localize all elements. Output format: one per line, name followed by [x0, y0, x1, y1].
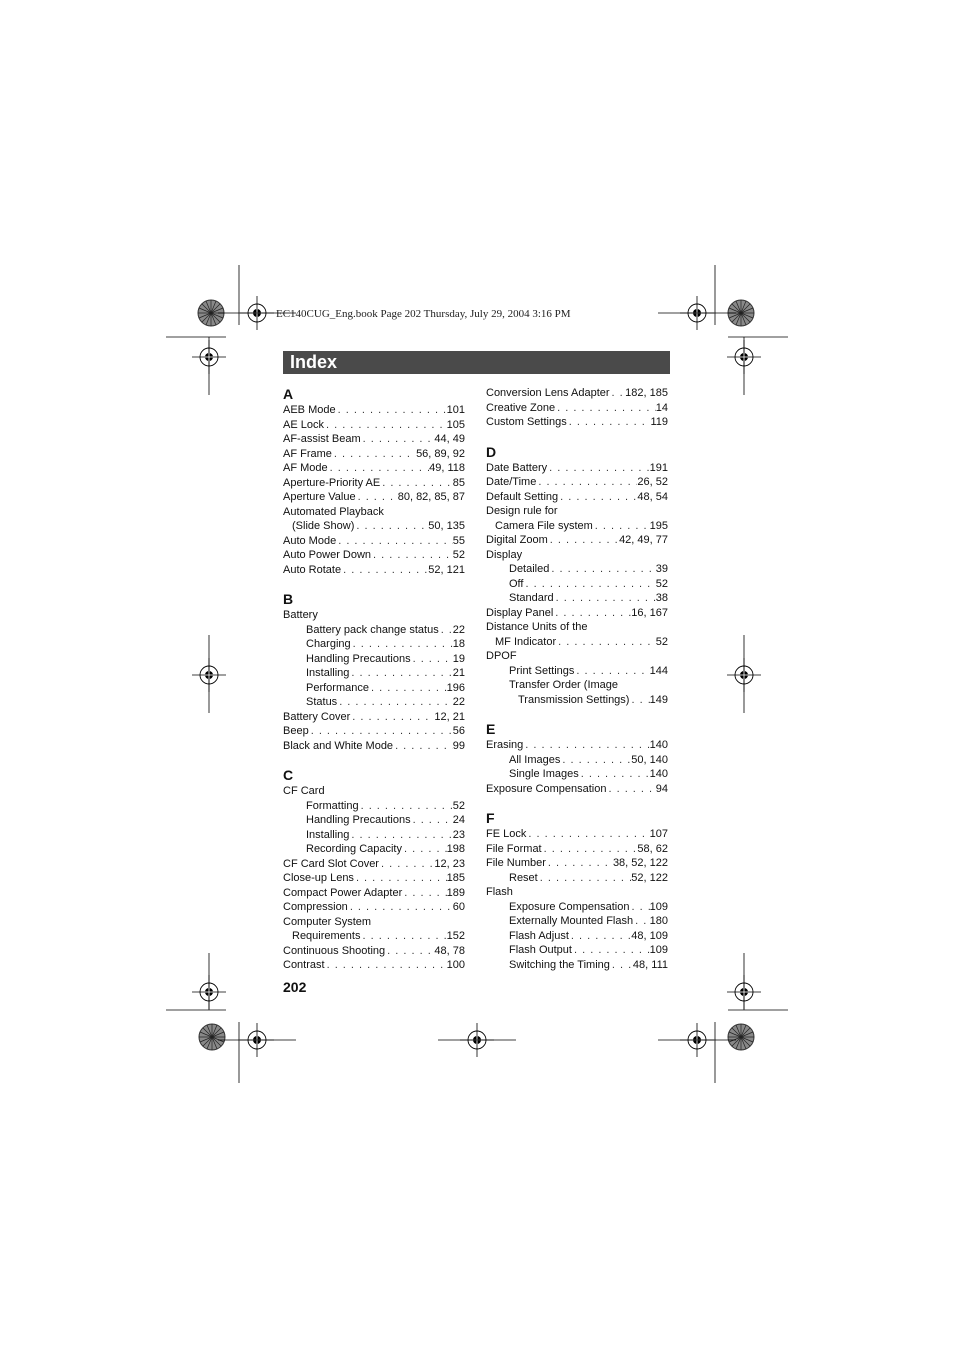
- index-page-refs: 55: [452, 534, 465, 547]
- index-page-refs: 38: [655, 592, 668, 604]
- index-entry: [486, 678, 668, 693]
- dot-leader: [547, 461, 650, 476]
- index-term: Print Settings: [509, 664, 575, 677]
- index-entry: [283, 724, 465, 739]
- index-term: Compression: [283, 901, 348, 913]
- dot-leader: [328, 461, 429, 476]
- index-entry: [283, 944, 465, 959]
- index-entry: [486, 386, 668, 401]
- dot-leader: [309, 724, 453, 739]
- index-page-refs: 105: [446, 418, 465, 431]
- index-term: Custom Settings: [486, 416, 567, 428]
- index-page-refs: 26, 52: [637, 476, 668, 488]
- index-term: Status: [306, 696, 338, 708]
- index-term: Flash Output: [509, 944, 572, 956]
- dot-leader: [393, 739, 453, 754]
- index-page-refs: 109: [649, 900, 668, 913]
- index-entry: [283, 505, 465, 520]
- dot-leader: [572, 943, 650, 958]
- index-entry: [283, 710, 465, 725]
- dot-leader: [354, 871, 447, 886]
- index-page-refs: 109: [649, 944, 668, 956]
- index-entry: [283, 799, 465, 814]
- dot-leader: [574, 664, 649, 679]
- index-entry: [283, 608, 465, 623]
- index-term: Transfer Order (Image: [509, 679, 619, 691]
- index-entry: [283, 871, 465, 886]
- print-header-line: EC140CUG_Eng.book Page 202 Thursday, July 29, 2004 3:16 PM: [276, 308, 571, 320]
- index-entry: [283, 784, 465, 799]
- index-entry: [486, 738, 668, 753]
- index-page-refs: 48, 111: [632, 958, 668, 971]
- index-entry: [486, 871, 668, 886]
- dot-leader: [361, 432, 435, 447]
- index-section-letter: A: [283, 386, 294, 402]
- page-title: Index: [290, 352, 338, 372]
- index-term: Flash Adjust: [509, 929, 569, 942]
- index-entry: [486, 943, 668, 958]
- index-page-refs: 48, 109: [631, 929, 668, 942]
- index-term: Distance Units of the: [486, 621, 588, 633]
- dot-leader: [542, 842, 638, 857]
- dot-leader: [402, 842, 447, 857]
- dot-leader: [369, 681, 447, 696]
- section-gap: [283, 577, 465, 591]
- index-entry: [283, 476, 465, 491]
- dot-leader: [350, 710, 434, 725]
- index-term: Performance: [306, 681, 369, 694]
- index-term: Beep: [283, 725, 309, 737]
- index-entry: [486, 475, 668, 490]
- index-term: Conversion Lens Adapter: [486, 387, 610, 399]
- index-term: Auto Power Down: [283, 549, 372, 561]
- index-entry: [486, 914, 668, 929]
- index-entry: [283, 563, 465, 578]
- dot-leader: [402, 886, 446, 901]
- index-term: Black and White Mode: [283, 739, 394, 752]
- index-page-refs: 12, 21: [434, 710, 465, 723]
- index-page-refs: 58, 62: [637, 842, 668, 855]
- dot-leader: [633, 914, 650, 929]
- index-page-refs: 56: [452, 725, 465, 737]
- index-entry: [283, 857, 465, 872]
- index-page-refs: 49, 118: [429, 462, 465, 474]
- dot-leader: [579, 767, 650, 782]
- index-entry: [283, 490, 465, 505]
- section-gap: [283, 753, 465, 767]
- index-page-refs: 22: [452, 696, 465, 708]
- dot-leader: [411, 652, 453, 667]
- dot-leader: [558, 490, 637, 505]
- index-entry: [283, 915, 465, 930]
- dot-leader: [411, 813, 453, 828]
- index-term: AF Frame: [283, 447, 332, 460]
- dot-leader: [549, 562, 655, 577]
- dot-leader: [536, 475, 637, 490]
- index-page-refs: 94: [655, 782, 668, 795]
- index-page-refs: 52: [655, 635, 668, 648]
- index-page-refs: 50, 140: [631, 753, 668, 766]
- dot-leader: [546, 856, 613, 871]
- index-term: Battery: [283, 609, 318, 621]
- dot-leader: [360, 929, 446, 944]
- index-term: Exposure Compensation: [509, 900, 630, 913]
- dot-leader: [332, 447, 416, 462]
- index-entry: [486, 401, 668, 416]
- dot-leader: [553, 606, 631, 621]
- dot-leader: [349, 828, 452, 843]
- index-section-letter: E: [486, 721, 496, 737]
- dot-leader: [593, 519, 650, 534]
- index-term: Contrast: [283, 959, 325, 971]
- index-section-letter: B: [283, 591, 294, 607]
- index-term: Erasing: [486, 739, 524, 751]
- index-page-refs: 198: [446, 843, 465, 855]
- index-page-refs: 50, 135: [428, 520, 465, 532]
- index-term: Auto Mode: [283, 534, 337, 547]
- index-term: Digital Zoom: [486, 534, 548, 546]
- index-term: Installing: [306, 828, 350, 841]
- index-term: All Images: [509, 753, 561, 766]
- index-term: File Format: [486, 842, 542, 855]
- index-page-refs: 152: [446, 930, 465, 942]
- index-term: Date/Time: [486, 476, 537, 488]
- index-term: Battery Cover: [283, 710, 351, 723]
- index-term: CF Card Slot Cover: [283, 857, 379, 870]
- index-entry: [486, 767, 668, 782]
- dot-leader: [569, 929, 631, 944]
- index-page-refs: 23: [452, 828, 465, 841]
- index-term: File Number: [486, 857, 546, 869]
- index-term: Creative Zone: [486, 401, 556, 414]
- index-term: Switching the Timing: [509, 958, 610, 971]
- index-page-refs: 80, 82, 85, 87: [397, 491, 465, 503]
- index-page-refs: 52, 122: [631, 871, 668, 884]
- dot-leader: [610, 386, 626, 401]
- index-term: Date Battery: [486, 461, 548, 474]
- index-page-refs: 185: [446, 872, 465, 884]
- dot-leader: [554, 591, 656, 606]
- index-term: Default Setting: [486, 490, 559, 503]
- index-entry: [486, 693, 668, 708]
- dot-leader: [354, 519, 428, 534]
- index-term: Display: [486, 548, 523, 561]
- index-page-refs: 44, 49: [434, 433, 465, 445]
- dot-leader: [336, 534, 453, 549]
- index-term: Continuous Shooting: [283, 944, 386, 957]
- dot-leader: [606, 782, 655, 797]
- index-term: Transmission Settings): [518, 693, 630, 706]
- index-term: Charging: [306, 638, 351, 650]
- index-term: Single Images: [509, 768, 579, 780]
- index-title-bar: [283, 351, 670, 374]
- index-entry: [486, 620, 668, 635]
- index-entry: [486, 664, 668, 679]
- index-entry: [486, 577, 668, 592]
- index-page-refs: 100: [446, 959, 465, 971]
- dot-leader: [538, 871, 632, 886]
- index-page-refs: 182, 185: [625, 387, 668, 399]
- index-page-refs: 195: [649, 519, 668, 532]
- index-entry: [486, 591, 668, 606]
- dot-leader: [325, 958, 447, 973]
- index-entry: [283, 681, 465, 696]
- index-term: AF-assist Beam: [283, 433, 361, 445]
- dot-leader: [523, 577, 655, 592]
- index-entry: [486, 635, 668, 650]
- dot-leader: [610, 958, 633, 973]
- dot-leader: [356, 490, 398, 505]
- index-page-refs: 85: [452, 476, 465, 489]
- dot-leader: [379, 857, 434, 872]
- index-page-refs: 140: [649, 768, 668, 780]
- index-term: Computer System: [283, 915, 372, 928]
- index-entry: [283, 519, 465, 534]
- index-term: Exposure Compensation: [486, 782, 607, 795]
- index-page-refs: 52, 121: [428, 563, 465, 576]
- index-section-letter: F: [486, 810, 495, 826]
- index-section-letter: D: [486, 443, 497, 460]
- index-entry: [283, 900, 465, 915]
- index-entry: [486, 900, 668, 915]
- dot-leader: [371, 548, 453, 563]
- index-entry: [283, 695, 465, 710]
- index-page-refs: 48, 78: [434, 944, 465, 957]
- index-entry: [283, 813, 465, 828]
- index-entry: [486, 519, 668, 534]
- index-entry: [283, 432, 465, 447]
- index-entry: [486, 753, 668, 768]
- index-term: Auto Rotate: [283, 563, 342, 576]
- index-page-refs: 189: [446, 886, 465, 899]
- dot-leader: [629, 693, 649, 708]
- index-term: Flash: [486, 886, 513, 898]
- index-entry: [283, 623, 465, 638]
- index-page-refs: 180: [649, 915, 668, 927]
- index-entry: [283, 886, 465, 901]
- index-entry: [283, 534, 465, 549]
- index-term: Camera File system: [495, 519, 593, 532]
- index-term: Automated Playback: [283, 505, 384, 518]
- index-entry: [283, 828, 465, 843]
- index-page-refs: 14: [655, 401, 668, 414]
- dot-leader: [556, 635, 656, 650]
- dot-leader: [359, 799, 453, 814]
- index-term: Handling Precautions: [306, 814, 411, 826]
- dot-leader: [336, 403, 447, 418]
- index-entry: [486, 958, 668, 973]
- index-page-refs: 52: [452, 549, 465, 561]
- index-term: Aperture-Priority AE: [283, 476, 381, 489]
- dot-leader: [351, 637, 453, 652]
- page-number: 202: [283, 979, 307, 995]
- dot-leader: [567, 415, 651, 430]
- dot-leader: [526, 827, 649, 842]
- index-term: Requirements: [292, 930, 361, 942]
- index-term: DPOF: [486, 650, 517, 662]
- index-page-refs: 42, 49, 77: [619, 534, 668, 546]
- index-page-refs: 191: [649, 461, 668, 474]
- index-term: Formatting: [306, 799, 359, 812]
- index-term: (Slide Show): [292, 520, 355, 532]
- index-entry: [283, 666, 465, 681]
- index-term: Detailed: [509, 563, 550, 575]
- section-gap: [486, 707, 668, 721]
- index-page-refs: 56, 89, 92: [416, 447, 465, 460]
- dot-leader: [548, 533, 619, 548]
- index-entry: [486, 461, 668, 476]
- dot-leader: [341, 563, 428, 578]
- index-entry: [283, 403, 465, 418]
- index-entry: [486, 885, 668, 900]
- index-entry: [283, 418, 465, 433]
- dot-leader: [523, 738, 649, 753]
- dot-leader: [385, 944, 434, 959]
- index-entry: [283, 637, 465, 652]
- index-page-refs: 52: [452, 799, 465, 812]
- index-page-refs: 107: [649, 828, 668, 840]
- dot-leader: [380, 476, 453, 491]
- dot-leader: [629, 900, 649, 915]
- index-page-refs: 39: [655, 563, 668, 575]
- index-entry: [486, 606, 668, 621]
- index-page-refs: 12, 23: [434, 857, 465, 870]
- index-section-letter: C: [283, 767, 294, 783]
- index-page-refs: 22: [452, 623, 465, 636]
- index-column-left: [283, 386, 465, 973]
- index-column-right: [486, 386, 668, 972]
- index-entry: [486, 562, 668, 577]
- index-entry: [486, 856, 668, 871]
- index-term: AEB Mode: [283, 404, 336, 416]
- dot-leader: [560, 753, 631, 768]
- index-entry: [486, 782, 668, 797]
- dot-leader: [348, 900, 453, 915]
- dot-leader: [349, 666, 452, 681]
- index-entry: [283, 929, 465, 944]
- index-entry: [486, 490, 668, 505]
- index-term: AE Lock: [283, 418, 324, 431]
- index-page-refs: 48, 54: [637, 490, 668, 503]
- section-gap: [486, 430, 668, 444]
- index-page-refs: 38, 52, 122: [612, 857, 668, 869]
- index-term: Compact Power Adapter: [283, 886, 403, 899]
- index-entry: [283, 652, 465, 667]
- index-term: Reset: [509, 871, 538, 884]
- index-term: Installing: [306, 667, 350, 679]
- index-entry: [283, 548, 465, 563]
- index-entry: [486, 827, 668, 842]
- index-entry: [283, 447, 465, 462]
- index-entry: [486, 504, 668, 519]
- index-page-refs: 119: [650, 416, 668, 428]
- index-term: Externally Mounted Flash: [509, 915, 634, 927]
- index-term: Close-up Lens: [283, 872, 354, 884]
- index-page-refs: 24: [452, 814, 465, 826]
- index-term: MF Indicator: [495, 635, 557, 648]
- section-gap: [486, 796, 668, 810]
- index-page-refs: 196: [446, 681, 465, 694]
- index-entry: [486, 929, 668, 944]
- index-page-refs: 18: [452, 638, 465, 650]
- index-term: Display Panel: [486, 606, 554, 619]
- index-entry: [283, 842, 465, 857]
- index-entry: [283, 739, 465, 754]
- index-page-refs: 19: [452, 652, 465, 665]
- dot-leader: [337, 695, 453, 710]
- index-entry: [486, 415, 668, 430]
- index-page-refs: 60: [452, 901, 465, 913]
- index-term: AF Mode: [283, 462, 328, 474]
- index-term: Aperture Value: [283, 491, 356, 503]
- index-entry: [486, 533, 668, 548]
- index-term: Standard: [509, 592, 554, 604]
- index-term: Handling Precautions: [306, 652, 411, 665]
- index-page-refs: 144: [649, 664, 668, 677]
- index-term: Off: [509, 577, 524, 590]
- index-term: Battery pack change status: [306, 623, 439, 636]
- index-page-refs: 21: [452, 667, 465, 679]
- index-term: FE Lock: [486, 828, 527, 840]
- dot-leader: [439, 623, 453, 638]
- index-term: CF Card: [283, 785, 325, 797]
- index-entry: [283, 461, 465, 476]
- index-entry: [486, 649, 668, 664]
- index-term: Recording Capacity: [306, 843, 402, 855]
- index-term: Design rule for: [486, 505, 558, 517]
- index-page-refs: 149: [649, 693, 668, 706]
- index-page-refs: 16, 167: [631, 606, 668, 619]
- index-page-refs: 101: [446, 404, 465, 416]
- index-page-refs: 52: [655, 577, 668, 590]
- index-entry: [486, 842, 668, 857]
- dot-leader: [324, 418, 447, 433]
- index-entry: [486, 548, 668, 563]
- index-page-refs: 99: [452, 739, 465, 752]
- index-entry: [283, 958, 465, 973]
- index-page-refs: 140: [649, 739, 668, 751]
- dot-leader: [555, 401, 656, 416]
